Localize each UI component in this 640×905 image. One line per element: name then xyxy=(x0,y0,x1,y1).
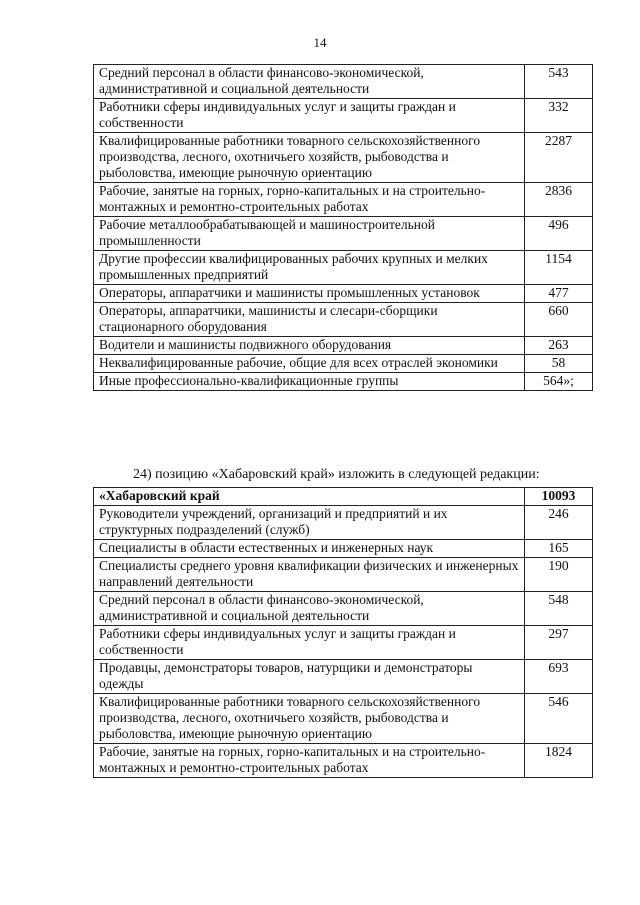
amendment-paragraph-text: 24) позицию «Хабаровский край» изложить в следующей редакции: xyxy=(133,467,540,482)
occupation-label: Продавцы, демонстраторы товаров, натурщики и демонстраторы одежды xyxy=(94,660,525,694)
occupation-label: Другие профессии квалифицированных рабочих крупных и мелких промышленных предприятий xyxy=(94,251,525,285)
occupation-label: Иные профессионально-квалификационные группы xyxy=(94,373,525,391)
table-row xyxy=(94,133,593,183)
region-total: 10093 xyxy=(525,488,593,506)
occupation-value: 297 xyxy=(525,626,593,660)
occupation-label: Операторы, аппаратчики, машинисты и слесари-сборщики стационарного оборудования xyxy=(94,303,525,337)
occupation-label: Водители и машинисты подвижного оборудования xyxy=(94,337,525,355)
occupation-label: Квалифицированные работники товарного сельскохозяйственного производства, лесного, охотничьего хозяйств, рыбоводства и рыболовства, имеющие рыночную ориентацию xyxy=(94,694,525,744)
occupation-value: 246 xyxy=(525,506,593,540)
table-row xyxy=(94,355,593,373)
table-row xyxy=(94,285,593,303)
occupation-label: Операторы, аппаратчики и машинисты промышленных установок xyxy=(94,285,525,303)
table-row xyxy=(94,373,593,391)
table-row xyxy=(94,744,593,778)
occupation-label: Работники сферы индивидуальных услуг и защиты граждан и собственности xyxy=(94,626,525,660)
occupation-value: 477 xyxy=(525,285,593,303)
table-header-row xyxy=(94,488,593,506)
table-row xyxy=(94,303,593,337)
table-row xyxy=(94,694,593,744)
table-row xyxy=(94,251,593,285)
occupation-value: 332 xyxy=(525,99,593,133)
table-row xyxy=(94,99,593,133)
table-row xyxy=(94,626,593,660)
occupation-label: Неквалифицированные рабочие, общие для всех отраслей экономики xyxy=(94,355,525,373)
region-name: «Хабаровский край xyxy=(94,488,525,506)
occupation-label: Специалисты среднего уровня квалификации физических и инженерных направлений деятельности xyxy=(94,558,525,592)
table-row xyxy=(94,183,593,217)
occupation-value: 546 xyxy=(525,694,593,744)
occupation-label: Рабочие, занятые на горных, горно-капитальных и на строительно-монтажных и ремонтно-строительных работах xyxy=(94,183,525,217)
occupation-value: 548 xyxy=(525,592,593,626)
occupation-value: 190 xyxy=(525,558,593,592)
table-row xyxy=(94,65,593,99)
table-row xyxy=(94,660,593,694)
occupation-label: Средний персонал в области финансово-экономической, административной и социальной деятельности xyxy=(94,592,525,626)
occupation-label: Работники сферы индивидуальных услуг и защиты граждан и собственности xyxy=(94,99,525,133)
occupation-value: 660 xyxy=(525,303,593,337)
occupation-value: 263 xyxy=(525,337,593,355)
occupation-value: 496 xyxy=(525,217,593,251)
occupation-value: 1154 xyxy=(525,251,593,285)
table-row xyxy=(94,337,593,355)
occupation-value: 165 xyxy=(525,540,593,558)
occupation-value: 693 xyxy=(525,660,593,694)
occupation-label: Специалисты в области естественных и инженерных наук xyxy=(94,540,525,558)
occupation-value: 564»; xyxy=(525,373,593,391)
khabarovsk-table xyxy=(93,487,593,778)
occupation-label: Руководители учреждений, организаций и предприятий и их структурных подразделений (служб) xyxy=(94,506,525,540)
occupation-label: Рабочие, занятые на горных, горно-капитальных и на строительно-монтажных и ремонтно-строительных работах xyxy=(94,744,525,778)
occupation-value: 1824 xyxy=(525,744,593,778)
occupation-value: 543 xyxy=(525,65,593,99)
table-row xyxy=(94,592,593,626)
table-row xyxy=(94,506,593,540)
table-row xyxy=(94,558,593,592)
occupation-value: 2836 xyxy=(525,183,593,217)
occupation-table-1 xyxy=(93,64,593,391)
occupation-label: Квалифицированные работники товарного сельскохозяйственного производства, лесного, охотничьего хозяйств, рыбоводства и рыболовства, имеющие рыночную ориентацию xyxy=(94,133,525,183)
occupation-label: Рабочие металлообрабатывающей и машиностроительной промышленности xyxy=(94,217,525,251)
table-row xyxy=(94,217,593,251)
table-row xyxy=(94,540,593,558)
page-number: 14 xyxy=(313,35,327,50)
occupation-label: Средний персонал в области финансово-экономической, административной и социальной деятельности xyxy=(94,65,525,99)
occupation-value: 2287 xyxy=(525,133,593,183)
occupation-value: 58 xyxy=(525,355,593,373)
